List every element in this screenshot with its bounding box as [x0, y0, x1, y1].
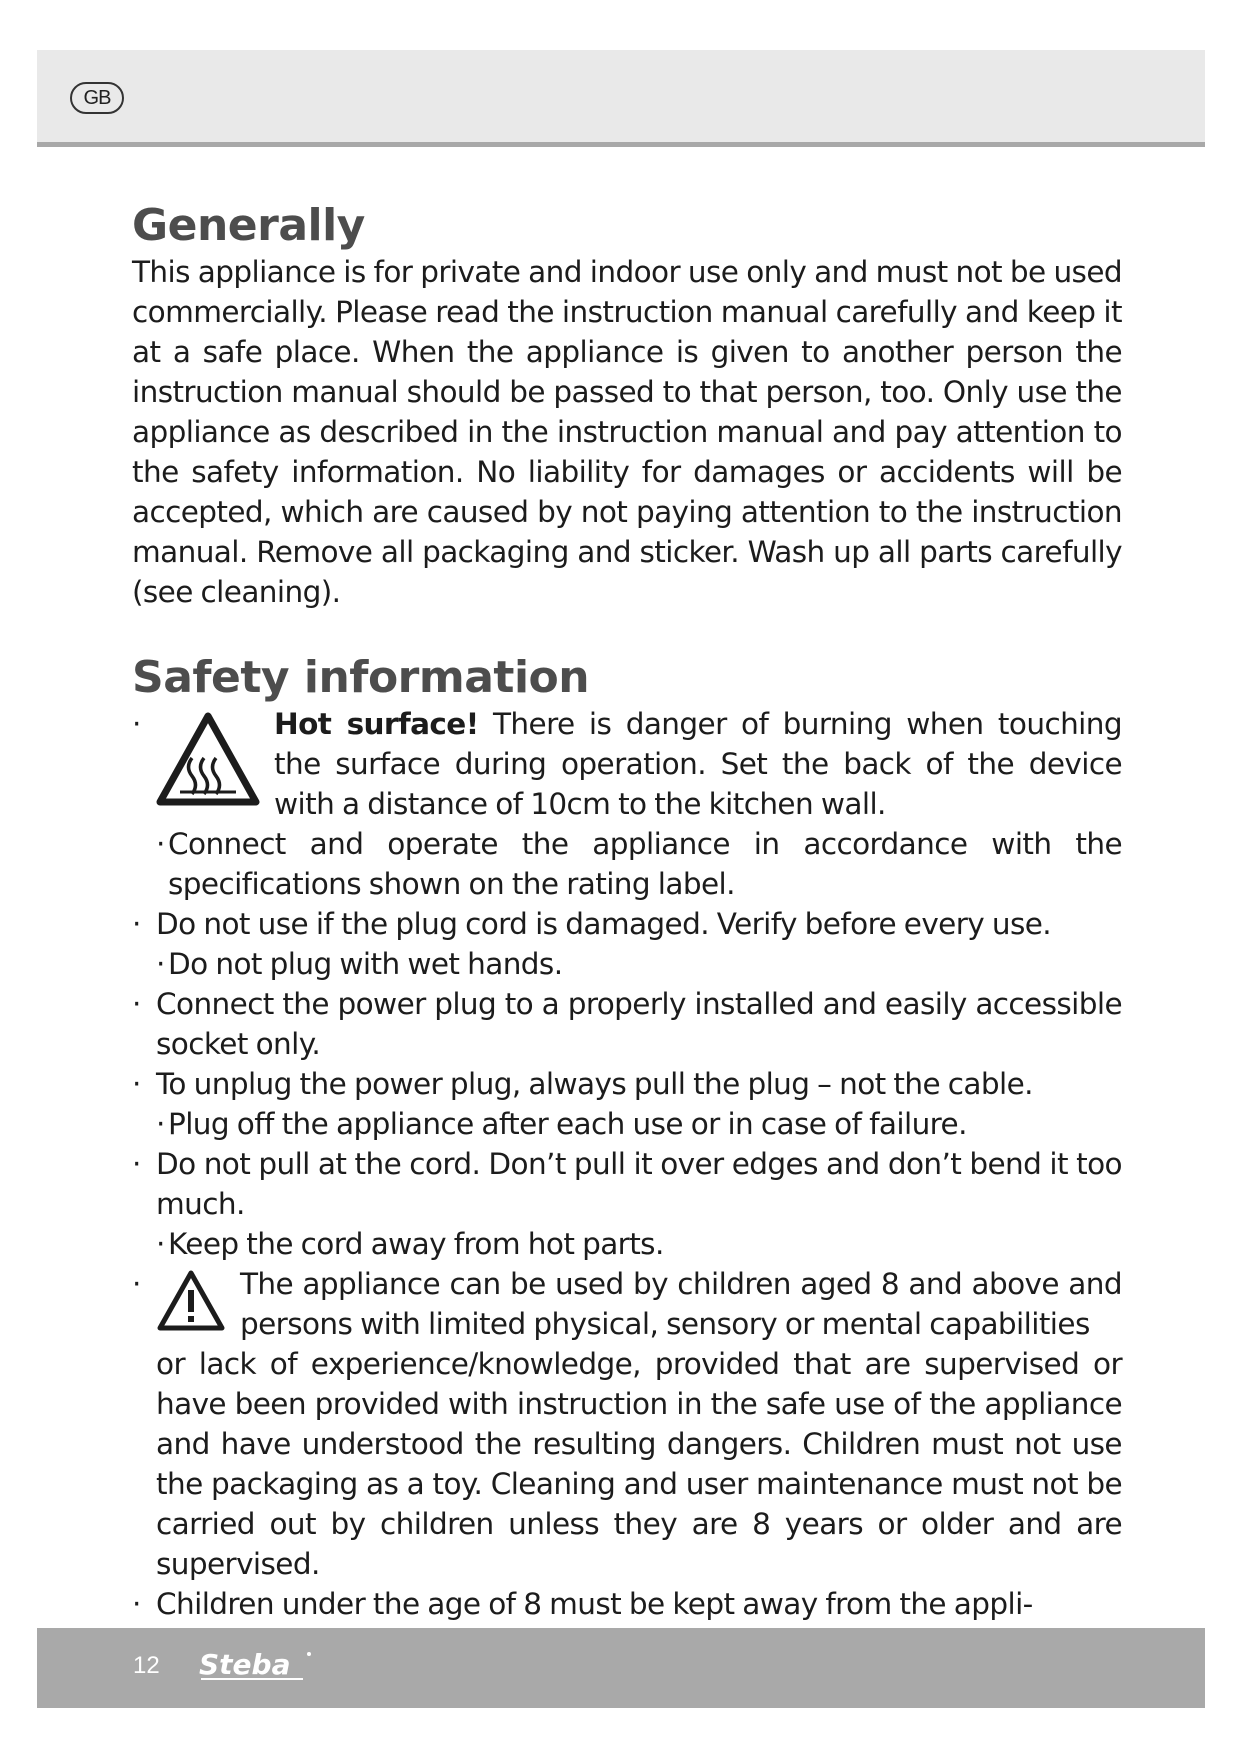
brand-text: Steba — [199, 1648, 291, 1681]
page-number: 12 — [133, 1652, 160, 1679]
steba-logo — [197, 1648, 315, 1692]
hot-surface-text: There is danger of burning when touching the surface during operation. Set the back of the device with a distance of 10cm to the kitchen wall. — [274, 707, 1122, 821]
section-title-safety: Safety information — [132, 652, 590, 703]
section-title-generally: Generally — [132, 200, 365, 251]
bullet: · — [132, 1267, 141, 1301]
bullet: · — [156, 947, 165, 981]
header-band — [37, 50, 1205, 147]
bullet: · — [132, 907, 141, 941]
safety-item-text: Keep the cord away from hot parts. — [168, 1227, 664, 1261]
bullet: · — [132, 1147, 141, 1181]
safety-item-text: Connect the power plug to a properly installed and easily accessible socket only. — [156, 987, 1122, 1061]
safety-item — [132, 904, 1122, 944]
safety-item — [132, 1224, 1122, 1264]
page-content — [132, 200, 1122, 1624]
hot-surface-warning-icon — [156, 710, 264, 818]
safety-item-text: Do not pull at the cord. Don’t pull it over edges and don’t bend it too much. — [156, 1147, 1122, 1221]
safety-item — [132, 1064, 1122, 1104]
safety-item — [132, 1144, 1122, 1224]
safety-item-text: Children under the age of 8 must be kept away from the appli- — [156, 1587, 1033, 1621]
safety-item-text: Do not use if the plug cord is damaged. Verify before every use. — [156, 907, 1052, 941]
hot-surface-label: Hot surface! — [274, 707, 479, 741]
safety-item-text: Do not plug with wet hands. — [168, 947, 563, 981]
bullet: · — [156, 1107, 165, 1141]
footer-band — [37, 1628, 1205, 1708]
children-warning-rest: or lack of experience/knowledge, provided that are supervised or have been provided with instruction in the safe use of the appliance and have understood the resulting dangers. Children must not use the packaging as a toy. Cleaning and user maintenance must not be carried out by children unless they are 8 years or older and are supervised. — [156, 1347, 1122, 1581]
bullet: · — [132, 1587, 141, 1621]
safety-item-hot-surface — [132, 704, 1122, 824]
safety-item-text: Connect and operate the appliance in accordance with the specifications shown on the rating label. — [168, 827, 1122, 901]
language-badge: GB — [70, 82, 124, 114]
children-warning-first: The appliance can be used by children aged 8 and above and persons with limited physical, sensory or mental capabilities — [240, 1267, 1122, 1341]
safety-item-text: To unplug the power plug, always pull the plug – not the cable. — [156, 1067, 1033, 1101]
safety-item-children — [132, 1264, 1122, 1584]
safety-item — [132, 1104, 1122, 1144]
bullet: · — [132, 707, 141, 741]
safety-item — [132, 824, 1122, 904]
bullet: · — [156, 1227, 165, 1261]
bullet: · — [132, 1067, 141, 1101]
safety-item — [132, 1584, 1122, 1624]
safety-item — [132, 944, 1122, 984]
general-warning-icon — [156, 1268, 230, 1338]
generally-paragraph: This appliance is for private and indoor use only and must not be used commercially. Please read the instruction manual carefully and keep it at a safe place. When the appliance is given to another person the instruction manual should be passed to that person, too. Only use the appliance as described in the instruction manual and pay attention to the safety information. No liability for damages or accidents will be accepted, which are caused by not paying attention to the instruction manual. Remove all packaging and sticker. Wash up all parts carefully (see cleaning). — [132, 255, 1122, 609]
bullet: · — [132, 987, 141, 1021]
bullet: · — [156, 827, 165, 861]
safety-item — [132, 984, 1122, 1064]
safety-item-text: Plug off the appliance after each use or in case of failure. — [168, 1107, 967, 1141]
